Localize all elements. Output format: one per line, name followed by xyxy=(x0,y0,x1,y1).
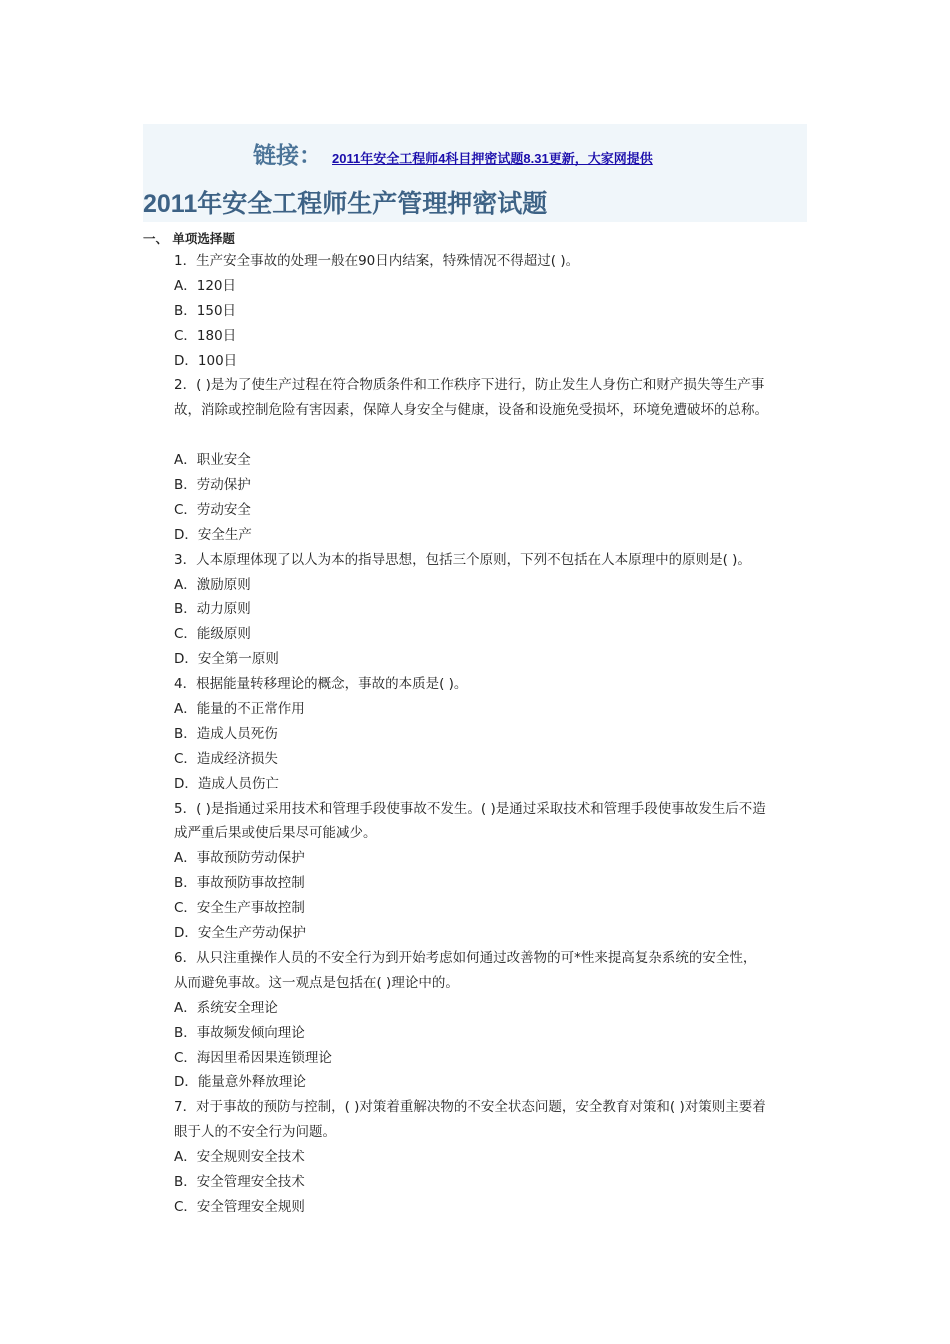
question-list xyxy=(174,249,814,1220)
answer-option: D．100日 xyxy=(174,352,238,369)
answer-option: B．动力原则 xyxy=(174,601,251,618)
question-text: 6．从只注重操作人员的不安全行为到开始考虑如何通过改善物的可*性来提高复杂系统的安全性， xyxy=(174,949,757,966)
answer-option: A．事故预防劳动保护 xyxy=(174,850,305,867)
answer-option: A．能量的不正常作用 xyxy=(174,701,305,718)
question-text: 眼于人的不安全行为问题。 xyxy=(174,1124,336,1141)
answer-option: D．安全生产劳动保护 xyxy=(174,925,306,942)
question-text: 3．人本原理体现了以人为本的指导思想，包括三个原则，下列不包括在人本原理中的原则是( )。 xyxy=(174,551,751,568)
answer-option: A．安全规则安全技术 xyxy=(174,1149,305,1166)
answer-option: A．激励原则 xyxy=(174,576,251,593)
document-title: 2011年安全工程师生产管理押密试题 xyxy=(143,190,548,218)
answer-option: C．海因里希因果连锁理论 xyxy=(174,1049,332,1066)
question-text: 1．生产安全事故的处理一般在90日内结案，特殊情况不得超过( )。 xyxy=(174,253,580,269)
question-text: 5．( )是指通过采用技术和管理手段使事故不发生。( )是通过采取技术和管理手段使事故发生后不造 xyxy=(174,800,766,817)
answer-option: A．120日 xyxy=(174,277,237,294)
answer-option: D．造成人员伤亡 xyxy=(174,775,279,792)
link-line xyxy=(253,137,653,170)
question-text: 4．根据能量转移理论的概念，事故的本质是( )。 xyxy=(174,676,468,693)
answer-option: D．能量意外释放理论 xyxy=(174,1074,306,1091)
answer-option: C．劳动安全 xyxy=(174,501,251,518)
answer-option: B．造成人员死伤 xyxy=(174,725,278,742)
answer-option: B．劳动保护 xyxy=(174,477,251,494)
answer-option: C．能级原则 xyxy=(174,626,251,643)
answer-option: B．事故预防事故控制 xyxy=(174,875,305,892)
answer-option: D．安全第一原则 xyxy=(174,651,279,668)
answer-option: A．系统安全理论 xyxy=(174,999,278,1016)
answer-option: B．150日 xyxy=(174,302,237,319)
answer-option: C．安全生产事故控制 xyxy=(174,900,305,917)
blank-line xyxy=(174,423,814,448)
answer-option: B．安全管理安全技术 xyxy=(174,1173,305,1190)
question-text: 7．对于事故的预防与控制，( )对策着重解决物的不安全状态问题，安全教育对策和( )对策则主要着 xyxy=(174,1099,766,1116)
answer-option: C．180日 xyxy=(174,327,237,344)
answer-option: A．职业安全 xyxy=(174,452,251,469)
answer-option: C．造成经济损失 xyxy=(174,750,278,767)
question-text: 从而避免事故。这一观点是包括在( )理论中的。 xyxy=(174,974,459,991)
question-text: 成严重后果或使后果尽可能减少。 xyxy=(174,825,377,842)
question-text: 2．( )是为了使生产过程在符合物质条件和工作秩序下进行，防止发生人身伤亡和财产损失等生产事 xyxy=(174,377,765,394)
answer-option: B．事故频发倾向理论 xyxy=(174,1024,305,1041)
answer-option: D．安全生产 xyxy=(174,526,252,543)
download-link[interactable]: 2011年安全工程师4科目押密试题8.31更新，大家网提供 xyxy=(332,151,653,166)
answer-option: C．安全管理安全规则 xyxy=(174,1198,305,1215)
section-heading: 一、 单项选择题 xyxy=(143,231,235,246)
link-label: 链接： xyxy=(253,143,322,169)
question-text: 故，消除或控制危险有害因素，保障人身安全与健康，设备和设施免受损坏，环境免遭破坏的总称。 xyxy=(174,402,768,419)
